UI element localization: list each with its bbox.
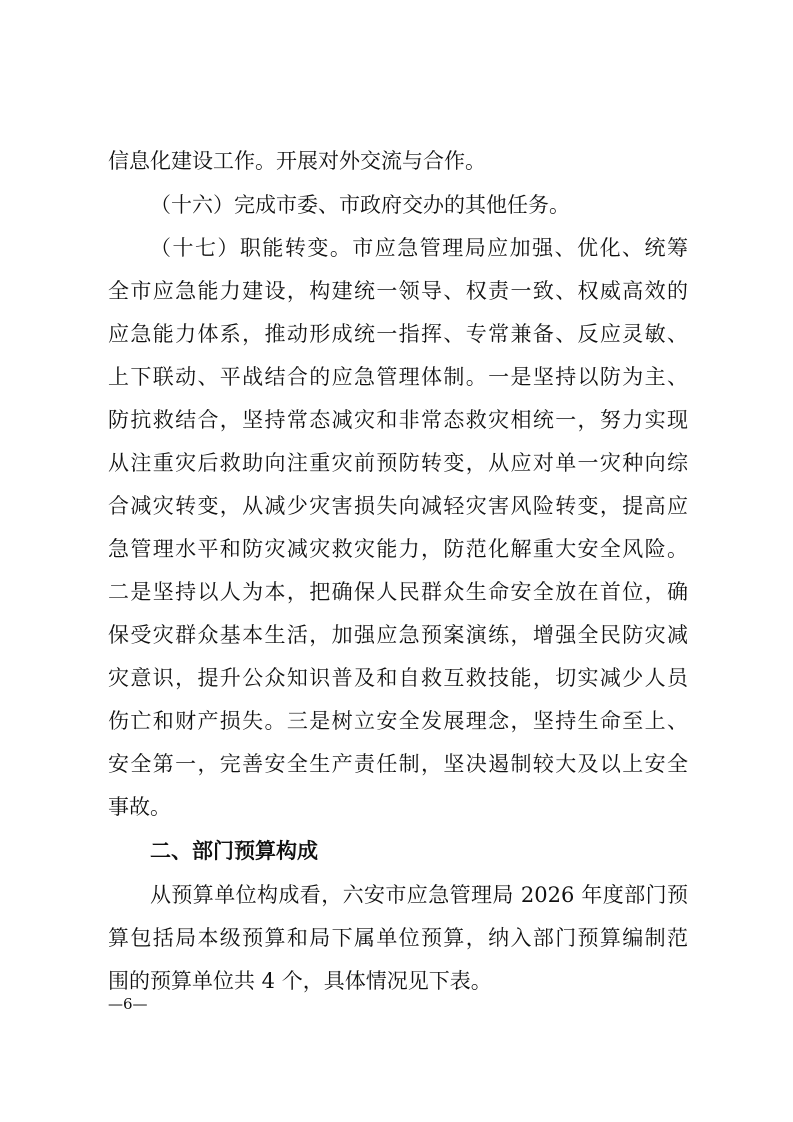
paragraph-line-1: 信息化建设工作。开展对外交流与合作。 (108, 149, 486, 173)
paragraph-line-12: 保受灾群众基本生活，加强应急预案演练，增强全民防灾减 (108, 623, 688, 647)
paragraph-line-8: 从注重灾后救助向注重灾前预防转变，从应对单一灾种向综 (108, 451, 688, 475)
paragraph-line-9: 合减灾转变，从减少灾害损失向减轻灾害风险转变，提高应 (108, 494, 688, 518)
section-heading: 二、部门预算构成 (150, 839, 318, 863)
paragraph-budget-line-1: 从预算单位构成看，六安市应急管理局 2026 年度部门预 (150, 883, 688, 907)
paragraph-line-11: 二是坚持以人为本，把确保人民群众生命安全放在首位，确 (108, 580, 688, 604)
paragraph-line-13: 灾意识，提升公众知识普及和自救互救技能，切实减少人员 (108, 666, 688, 690)
page-number: —6— (108, 995, 148, 1013)
paragraph-line-5: 应急能力体系，推动形成统一指挥、专常兼备、反应灵敏、 (108, 322, 688, 346)
paragraph-line-15: 安全第一，完善安全生产责任制，坚决遏制较大及以上安全 (108, 752, 688, 776)
paragraph-item-17-line-1: （十七）职能转变。市应急管理局应加强、优化、统筹 (150, 236, 688, 260)
paragraph-budget-line-2: 算包括局本级预算和局下属单位预算，纳入部门预算编制范 (108, 926, 688, 950)
paragraph-line-4: 全市应急能力建设，构建统一领导、权责一致、权威高效的 (108, 279, 688, 303)
paragraph-line-10: 急管理水平和防灾减灾救灾能力，防范化解重大安全风险。 (108, 537, 688, 561)
paragraph-line-16: 事故。 (108, 795, 171, 819)
paragraph-line-14: 伤亡和财产损失。三是树立安全发展理念，坚持生命至上、 (108, 709, 688, 733)
paragraph-line-6: 上下联动、平战结合的应急管理体制。一是坚持以防为主、 (108, 365, 688, 389)
paragraph-line-7: 防抗救结合，坚持常态减灾和非常态救灾相统一，努力实现 (108, 408, 688, 432)
paragraph-budget-line-3: 围的预算单位共 4 个，具体情况见下表。 (108, 969, 492, 993)
paragraph-item-16: （十六）完成市委、市政府交办的其他任务。 (150, 193, 570, 217)
